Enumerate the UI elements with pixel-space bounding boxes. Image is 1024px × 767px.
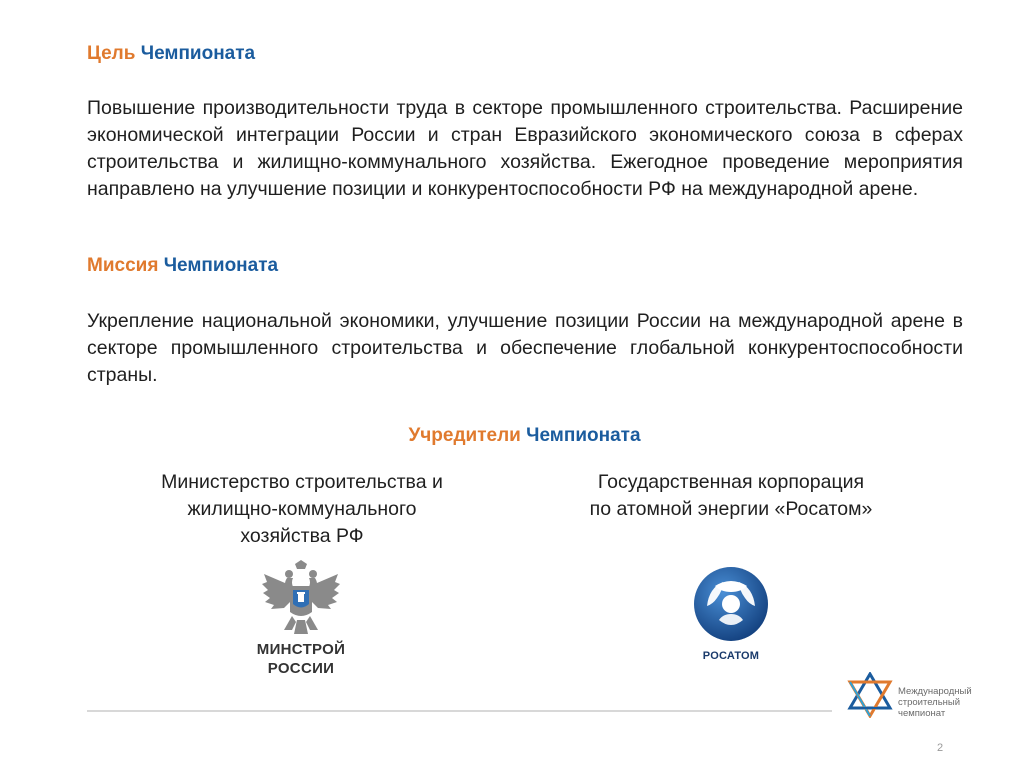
rosatom-logo-text: РОСАТОМ	[702, 650, 760, 662]
founder-rosatom-line2: по атомной энергии «Росатом»	[589, 498, 873, 520]
mission-text: Укрепление национальной экономики, улучшение позиции России на международной арене в секторе промышленного строительства и обеспечение глобальной конкурентоспособности страны.	[87, 310, 963, 386]
goal-heading-word1: Цель	[87, 43, 136, 64]
double-headed-eagle-emblem	[262, 560, 340, 640]
founders-heading-word1: Учредители	[408, 425, 521, 446]
mission-heading-word1: Миссия	[87, 255, 159, 276]
founder-minstroy-name	[112, 469, 492, 550]
founder-minstroy-line2: жилищно-коммунального	[187, 498, 417, 520]
goal-heading	[87, 43, 255, 65]
mission-heading-word2: Чемпионата	[163, 255, 279, 276]
founders-heading	[0, 425, 1024, 447]
rosatom-atom-logo	[693, 566, 769, 642]
goal-heading-word2: Чемпионата	[140, 43, 256, 64]
founders-heading-word2: Чемпионата	[526, 425, 641, 446]
minstroy-logo-text	[244, 640, 358, 678]
founder-minstroy-line3: хозяйства РФ	[240, 525, 364, 547]
founder-minstroy-line1: Министерство строительства и	[161, 471, 443, 493]
brand-text	[898, 686, 993, 719]
page-number: 2	[937, 742, 944, 754]
mission-heading	[87, 255, 278, 277]
brand-line2: строительный	[898, 697, 961, 708]
minstroy-logo-line2: РОССИИ	[267, 660, 335, 677]
goal-text: Повышение производительности труда в секторе промышленного строительства. Расширение экономической интеграции России и стран Евразийского экономического союза в сферах строительства и жилищно-коммунального хозяйства. Ежегодное проведение мероприятия направлено на улучшение позиции и конкурентоспособности РФ на международной арене.	[87, 97, 963, 200]
founder-rosatom-line1: Государственная корпорация	[597, 471, 865, 493]
brand-line1: Международный	[898, 686, 972, 697]
founder-rosatom-name	[541, 469, 921, 523]
brand-line3: чемпионат	[898, 708, 946, 719]
star-hexagram-logo	[846, 672, 894, 718]
minstroy-logo-line1: МИНСТРОЙ	[256, 641, 346, 658]
footer-divider	[87, 710, 832, 712]
